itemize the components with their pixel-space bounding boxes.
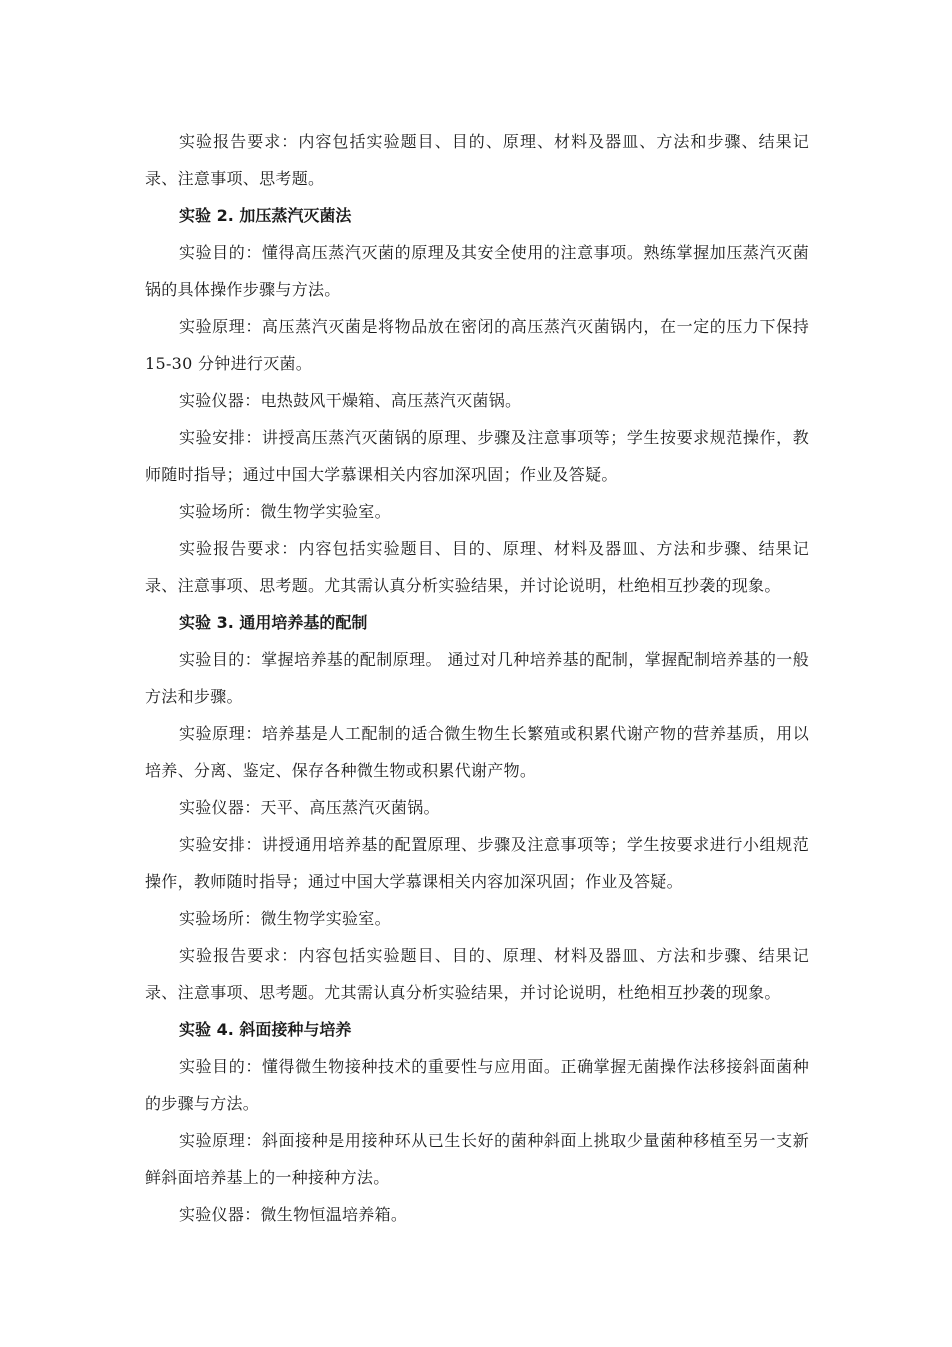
experiment-3-report-requirements: 实验报告要求：内容包括实验题目、目的、原理、材料及器皿、方法和步骤、结果记录、注意事项、思考题。尤其需认真分析实验结果，并讨论说明，杜绝相互抄袭的现象。 [145,946,809,1002]
experiment-2-instruments: 实验仪器：电热鼓风干燥箱、高压蒸汽灭菌锅。 [179,391,522,410]
experiment-2-purpose: 实验目的：懂得高压蒸汽灭菌的原理及其安全使用的注意事项。熟练掌握加压蒸汽灭菌锅的具体操作步骤与方法。 [145,243,809,299]
experiment-2-report-requirements: 实验报告要求：内容包括实验题目、目的、原理、材料及器皿、方法和步骤、结果记录、注意事项、思考题。尤其需认真分析实验结果，并讨论说明，杜绝相互抄袭的现象。 [145,539,809,595]
report-requirements-1: 实验报告要求：内容包括实验题目、目的、原理、材料及器皿、方法和步骤、结果记录、注意事项、思考题。 [145,132,809,188]
experiment-3-heading: 实验 3. 通用培养基的配制 [179,613,368,632]
experiment-2-location: 实验场所：微生物学实验室。 [179,502,391,521]
experiment-3-instruments: 实验仪器：天平、高压蒸汽灭菌锅。 [179,798,440,817]
document-body [145,123,809,1233]
experiment-4-purpose: 实验目的：懂得微生物接种技术的重要性与应用面。正确掌握无菌操作法移接斜面菌种的步骤与方法。 [145,1057,809,1113]
experiment-3-principle: 实验原理：培养基是人工配制的适合微生物生长繁殖或积累代谢产物的营养基质，用以培养、分离、鉴定、保存各种微生物或积累代谢产物。 [145,724,809,780]
experiment-3-arrangement: 实验安排：讲授通用培养基的配置原理、步骤及注意事项等；学生按要求进行小组规范操作，教师随时指导；通过中国大学慕课相关内容加深巩固；作业及答疑。 [145,835,809,891]
experiment-2-heading: 实验 2. 加压蒸汽灭菌法 [179,206,352,225]
experiment-4-heading: 实验 4. 斜面接种与培养 [179,1020,352,1039]
experiment-3-purpose: 实验目的：掌握培养基的配制原理。 通过对几种培养基的配制，掌握配制培养基的一般方法和步骤。 [145,650,809,706]
experiment-4-principle: 实验原理：斜面接种是用接种环从已生长好的菌种斜面上挑取少量菌种移植至另一支新鲜斜面培养基上的一种接种方法。 [145,1131,809,1187]
experiment-3-location: 实验场所：微生物学实验室。 [179,909,391,928]
experiment-4-instruments: 实验仪器：微生物恒温培养箱。 [179,1205,408,1224]
experiment-2-principle: 实验原理：高压蒸汽灭菌是将物品放在密闭的高压蒸汽灭菌锅内，在一定的压力下保持 15-30 分钟进行灭菌。 [145,317,809,373]
experiment-2-arrangement: 实验安排：讲授高压蒸汽灭菌锅的原理、步骤及注意事项等；学生按要求规范操作，教师随时指导；通过中国大学慕课相关内容加深巩固；作业及答疑。 [145,428,809,484]
